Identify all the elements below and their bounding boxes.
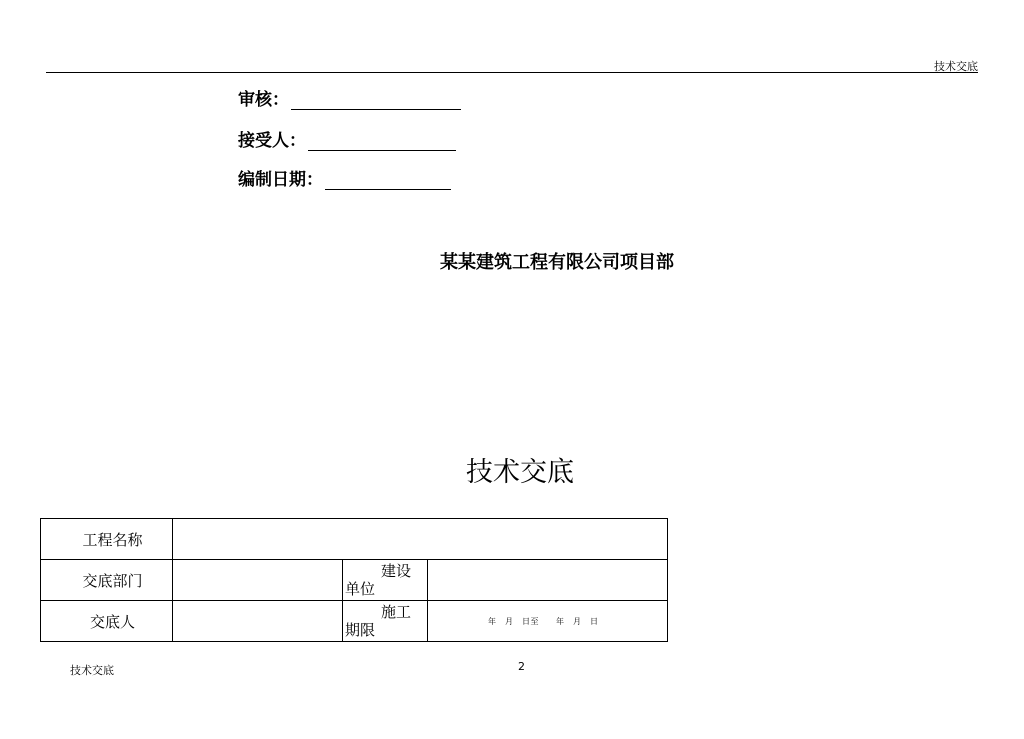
builder-value[interactable] [428, 560, 668, 601]
running-header: 技术交底 [934, 60, 978, 73]
discloser-label: 交底人 [41, 601, 173, 642]
period-value[interactable]: 年 月 日至 年 月 日 [428, 601, 668, 642]
disclosure-info-table [40, 518, 668, 642]
project-name-value[interactable] [173, 519, 668, 560]
receiver-blank[interactable] [308, 132, 456, 151]
table-row [41, 601, 668, 642]
project-name-label: 工程名称 [41, 519, 173, 560]
footer-text: 技术交底 [70, 664, 114, 677]
table-row [41, 560, 668, 601]
reviewer-blank[interactable] [291, 91, 461, 110]
date-label: 编制日期： [238, 170, 323, 190]
builder-label: 建设 单位 [343, 560, 428, 601]
reviewer-label: 审核： [238, 90, 289, 110]
period-label: 施工 期限 [343, 601, 428, 642]
header-rule [46, 72, 978, 73]
discloser-value[interactable] [173, 601, 343, 642]
reviewer-line [238, 86, 461, 110]
receiver-label: 接受人： [238, 131, 306, 151]
department-label: 交底部门 [41, 560, 173, 601]
date-line [238, 166, 451, 190]
page-number: 2 [518, 660, 525, 673]
date-blank[interactable] [325, 171, 451, 190]
department-value[interactable] [173, 560, 343, 601]
document-title: 技术交底 [466, 457, 574, 488]
table-row [41, 519, 668, 560]
company-name: 某某建筑工程有限公司项目部 [440, 252, 674, 273]
receiver-line [238, 127, 456, 151]
